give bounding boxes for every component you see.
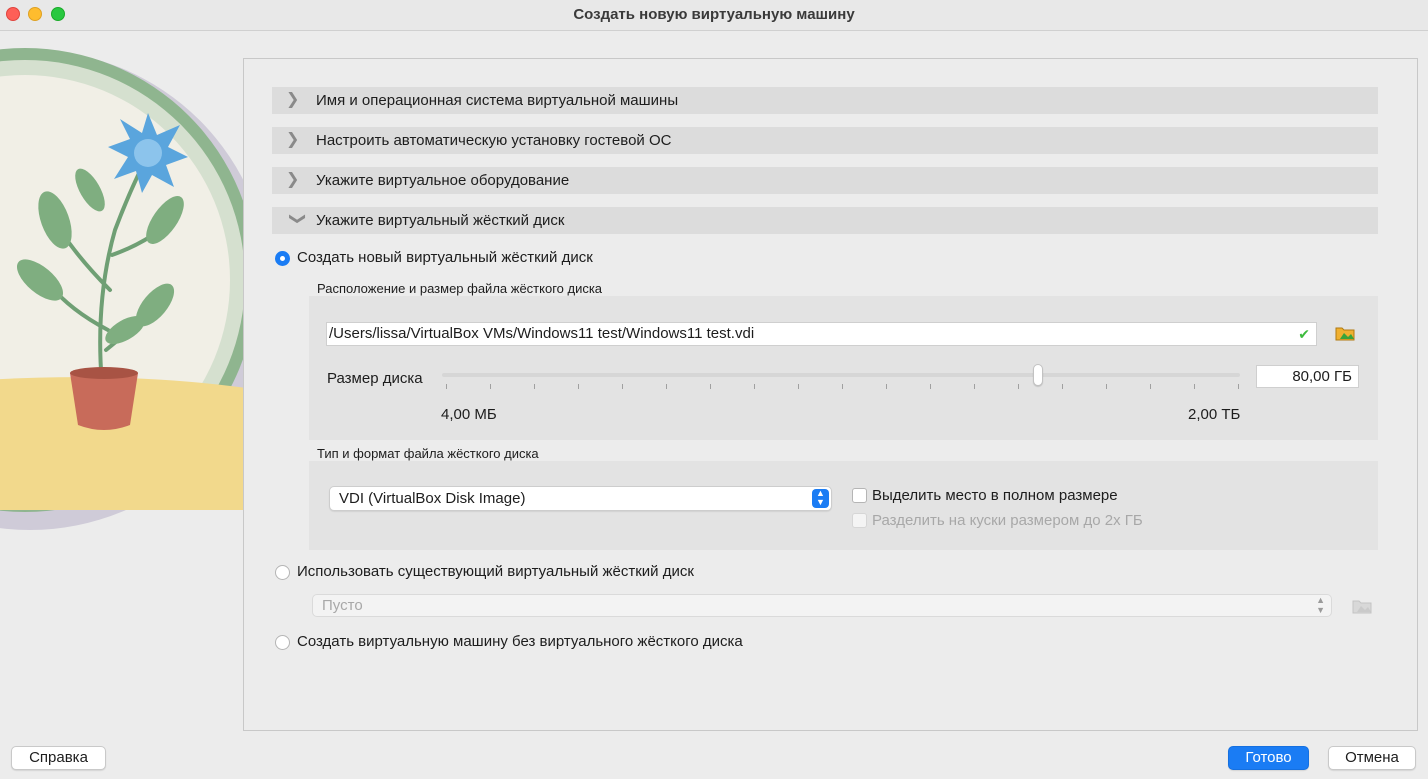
window-title: Создать новую виртуальную машину	[573, 6, 855, 23]
slider-tick	[1018, 384, 1019, 389]
slider-tick	[886, 384, 887, 389]
preallocate-label[interactable]: Выделить место в полном размере	[872, 487, 1118, 504]
disk-size-min-label: 4,00 МБ	[441, 406, 497, 423]
slider-tick	[1194, 384, 1195, 389]
cancel-button[interactable]: Отмена	[1328, 746, 1416, 770]
disk-size-slider-ticks	[446, 384, 1238, 392]
chevron-down-icon: ❯	[289, 212, 306, 226]
disk-path-value: /Users/lissa/VirtualBox VMs/Windows11 test/Windows11 test.vdi	[329, 325, 755, 342]
slider-tick	[930, 384, 931, 389]
slider-tick	[622, 384, 623, 389]
preallocate-checkbox[interactable]	[852, 488, 867, 503]
folder-open-icon[interactable]	[1352, 596, 1372, 616]
slider-tick	[1106, 384, 1107, 389]
section-label: Имя и операционная система виртуальной машины	[316, 92, 679, 109]
select-arrows-icon: ▲ ▼	[1316, 595, 1325, 615]
chevron-right-icon: ❯	[286, 171, 300, 188]
radio-create-new-disk[interactable]	[275, 251, 290, 266]
slider-tick	[1062, 384, 1063, 389]
disk-path-input[interactable]	[326, 322, 1317, 346]
radio-use-existing-disk[interactable]	[275, 565, 290, 580]
disk-size-slider-thumb[interactable]	[1033, 364, 1043, 386]
section-unattended-install[interactable]	[272, 127, 1378, 154]
section-label: Укажите виртуальный жёсткий диск	[316, 212, 565, 229]
slider-tick	[1150, 384, 1151, 389]
chevron-right-icon: ❯	[286, 91, 300, 108]
format-group-title: Тип и формат файла жёсткого диска	[317, 446, 539, 461]
help-button[interactable]: Справка	[11, 746, 106, 770]
split-checkbox[interactable]	[852, 513, 867, 528]
slider-tick	[490, 384, 491, 389]
slider-tick	[534, 384, 535, 389]
existing-disk-select[interactable]	[312, 594, 1332, 617]
finish-button[interactable]: Готово	[1228, 746, 1309, 770]
radio-create-new-disk-label[interactable]: Создать новый виртуальный жёсткий диск	[297, 249, 593, 266]
radio-use-existing-disk-label[interactable]: Использовать существующий виртуальный жёсткий диск	[297, 563, 694, 580]
slider-tick	[842, 384, 843, 389]
disk-size-slider-track[interactable]	[442, 373, 1240, 377]
slider-tick	[1238, 384, 1239, 389]
disk-size-label: Размер диска	[327, 370, 423, 387]
slider-tick	[578, 384, 579, 389]
title-bar	[0, 0, 1428, 31]
disk-format-select[interactable]	[329, 486, 832, 511]
disk-size-input[interactable]: 80,00 ГБ	[1256, 365, 1359, 388]
chevron-right-icon: ❯	[286, 131, 300, 148]
location-group-title: Расположение и размер файла жёсткого диска	[317, 281, 603, 296]
slider-tick	[754, 384, 755, 389]
split-label: Разделить на куски размером до 2х ГБ	[872, 512, 1143, 529]
disk-size-max-label: 2,00 ТБ	[1188, 406, 1241, 423]
slider-tick	[666, 384, 667, 389]
radio-no-disk-label[interactable]: Создать виртуальную машину без виртуального жёсткого диска	[297, 633, 743, 650]
section-hard-disk[interactable]	[272, 207, 1378, 234]
section-label: Настроить автоматическую установку гостевой ОС	[316, 132, 672, 149]
slider-tick	[974, 384, 975, 389]
wizard-panel	[243, 58, 1418, 731]
checkmark-icon: ✔	[1298, 326, 1310, 342]
folder-open-icon[interactable]	[1335, 323, 1355, 343]
slider-tick	[798, 384, 799, 389]
slider-tick	[710, 384, 711, 389]
select-arrows-icon: ▲ ▼	[812, 489, 829, 508]
slider-tick	[446, 384, 447, 389]
existing-disk-placeholder: Пусто	[322, 597, 363, 614]
disk-format-value: VDI (VirtualBox Disk Image)	[339, 490, 526, 507]
section-label: Укажите виртуальное оборудование	[316, 172, 570, 189]
section-hardware[interactable]	[272, 167, 1378, 194]
radio-no-disk[interactable]	[275, 635, 290, 650]
section-name-and-os[interactable]	[272, 87, 1378, 114]
